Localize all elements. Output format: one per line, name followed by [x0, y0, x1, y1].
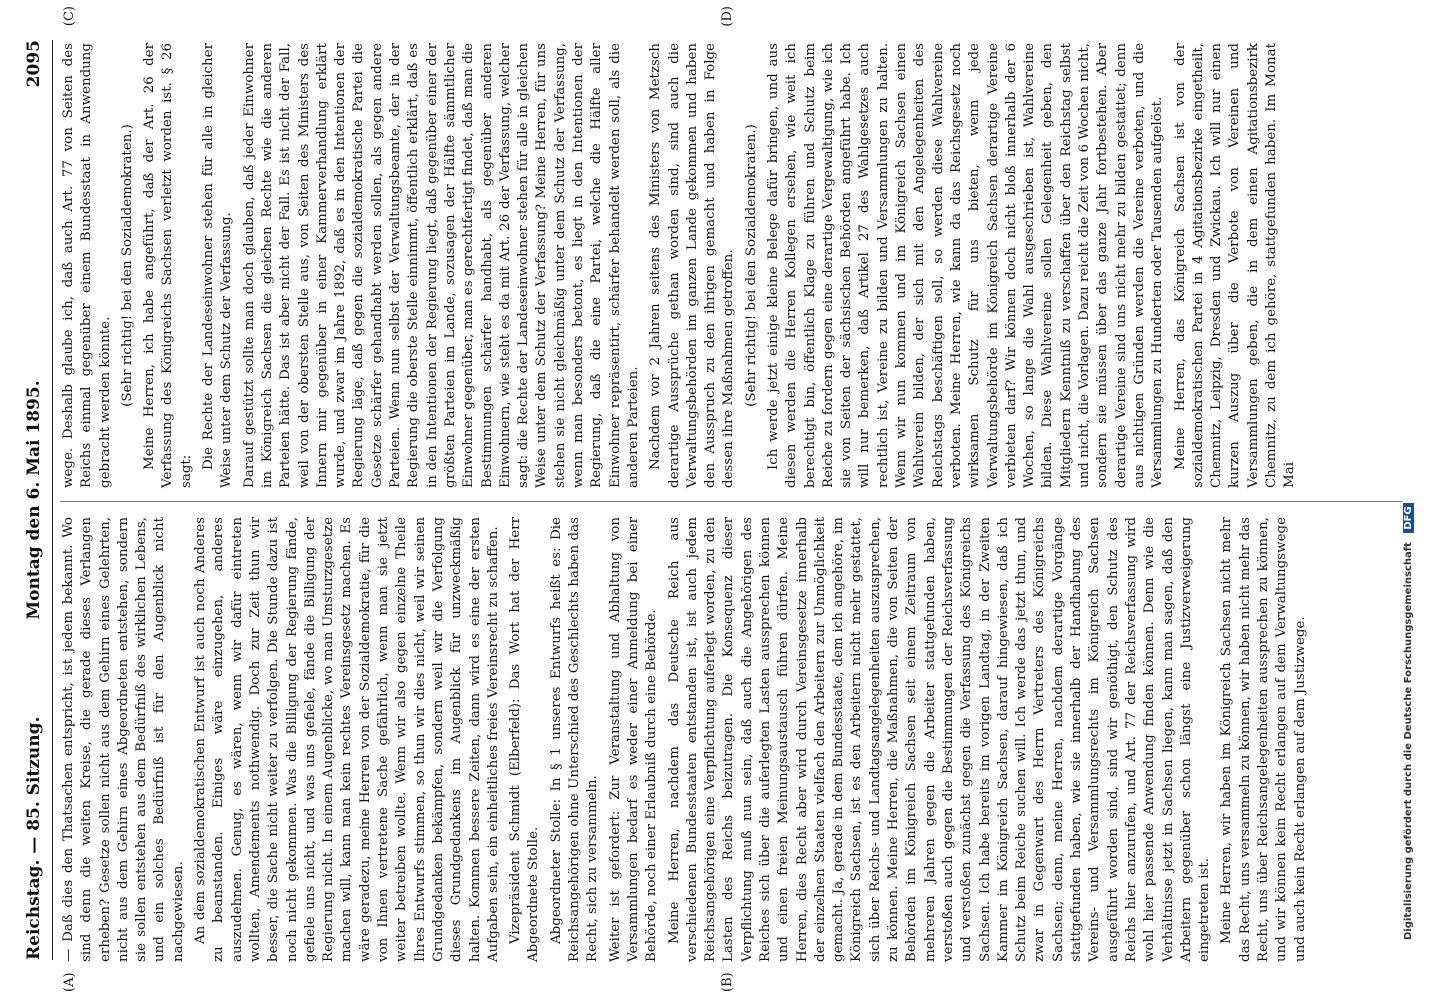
paragraph: Ich werde jetzt einige kleine Belege dafür bringen, und aus diesen werden die Herren Kollegen ersehen, wie weit ich berechtigt bin, öffentlich Klage zu führen und Schutz beim Reiche zu fordern gegen eine derartige Vergewaltigung, wie ich sie von Seiten der sächsischen Behörden angeführt habe. Ich will nur bemerken, daß Artikel 27 des Wahlgesetzes auch rechtlich ist, Vereine zu bilden und Versammlungen zu halten. Wenn wir nun kommen und im Königreich Sachsen einen Wahlverein bilden, der sich mit den Angelegenheiten des Reichstags beschäftigen soll, so werden diese Wahlvereine verboten. Meine Herren, wie kann da das Reichsgesetz noch wirksamen Schutz für uns bieten, wenn jede Verwaltungsbehörde im Königreich Sachsen derartige Vereine verbieten darf? Wir können doch nicht bloß innerhalb der 6 Wochen, so lange die Wahl ausgeschrieben ist, Wahlvereine bilden. Diese Wahlvereine sollen Gelegenheit geben, den Mitgliedern Kenntniß zu verschaffen über den Reichstag selbst und nicht, die Vorlagen. Dazu reicht die Zeit von 6 Wochen nicht, sondern sie müssen über das ganze Jahr fortbestehen. Aber derartige Vereine sind uns nicht mehr zu bilden gestattet; denn aus nichtigen Gründen werden die Vereine verboten, und die Versammlungen zu Hunderten oder Tausenden aufgelöst. [765, 43, 1166, 488]
footer-credit [1400, 60, 1414, 940]
paragraph: An dem sozialdemokratischen Entwurf ist auch noch Anderes zu beanstanden. Einiges wäre einzugehen, anderes auszudehnen. Genug, es wären, wenn wir dafür eintreten wollten, Amendements nothwendig. Doch zur Zeit thun wir besser, die Sache nicht weiter zu verfolgen. Die Stunde dazu ist noch nicht gekommen. Was die Billigung der Regierung fände, gefiele uns nicht, und was uns gefiele, fände die Billigung der Regierung nicht. In einem Augenblicke, wo man Umsturzgesetze machen will, kann man kein rechtes Vereinsgesetz machen. Es wäre geradezu, meine Herren von der Sozialdemokratie, für die von Ihnen vertretene Sache gefährlich, wenn man sie jetzt weiter betreiben wollte. Wenn wir also gegen einzelne Theile Ihres Entwurfs stimmen, so thun wir dies nicht, weil wir seinen Grundgedanken bekämpfen, sondern weil wir die Verfolgung dieses Grundgedankens im Augenblick für unzweckmäßig halten. Kommen bessere Zeiten, dann wird es eine der ersten Aufgaben sein, ein einheitliches freies Vereinsrecht zu schaffen. [193, 517, 501, 962]
margin-marker-c: (C) [62, 6, 77, 27]
paragraph: Abgeordneter Stolle: In § 1 unseres Entwurfs heißt es: Die Reichsangehörigen ohne Unterschied des Geschlechts haben das Recht, sich zu versammeln. [548, 517, 601, 962]
paragraph: Darauf gestützt sollte man doch glauben, daß jeder Einwohner im Königreich Sachsen die gleichen Rechte wie die anderen Parteien hätte. Das ist aber nicht der Fall. Es ist nicht der Fall, weil von der obersten Stelle aus, von Seiten des Ministers des Innern mir gegenüber in einer Kammerverhandlung erklärt wurde, und zwar im Jahre 1892, daß es in den Intentionen der Regierung läge, daß gegen die sozialdemokratische Partei die Gesetze schärfer gehandhabt werden sollen, als gegen andere Parteien. Wenn nun selbst der Verwaltungsbeamte, der in der Regierung die oberste Stelle einnimmt, öffentlich erklärt, daß es in den Intentionen der Regierung liegt, daß gegenüber einer der größten Parteien im Lande, sozusagen der Hälfte sämmtlicher Einwohner gegenüber, man es gerechtfertigt findet, daß man die Bestimmungen schärfer handhabt, als gegenüber anderen Einwohnern, wie steht es da mit Art. 26 der Verfassung, welcher sagt: die Rechte der Landeseinwohner stehen für alle in gleichen Weise unter dem Schutz der Verfassung? Meine Herren, für uns stehen sie nicht gleichmäßig unter dem Schutz der Verfassung, wenn man besonders betont, es liegt in den Intentionen der Regierung, daß die eine Partei, welche die Hälfte aller Einwohner repräsentirt, schärfer behandelt werden soll, als die anderen Parteien. [241, 43, 641, 488]
paragraph: — Daß dies den Thatsachen entspricht, ist jedem bekannt. Wo sind denn die weiten Kreise, die gerade dieses Verlangen erheben? Gesetze sollen nicht aus dem Gehirn eines Gelehrten, nicht aus dem Gehirn eines Abgeordneten entstehen, sondern sie sollen entstehen aus dem Bedürfniß des wirklichen Lebens, und ein solches Bedürfniß ist für den Augenblick nicht nachgewiesen. [61, 517, 186, 962]
left-column [60, 517, 1314, 962]
credit-text: Digitalisierung gefördert durch die Deutsche Forschungsgemeinschaft [1403, 542, 1414, 940]
header-center: Montag den 6. Mai 1895. [24, 380, 44, 620]
interjection: (Sehr richtig! bei den Sozialdemokraten.) [743, 124, 759, 407]
right-column [60, 43, 1304, 488]
margin-marker-b: (B) [720, 972, 735, 992]
page-number: 2095 [24, 40, 44, 88]
page-header [20, 30, 50, 970]
header-rule [52, 40, 53, 960]
paragraph: Meine Herren, wir haben im Königreich Sachsen nicht mehr das Recht, uns versammeln zu können, wir haben nicht mehr das Recht, uns über Reichsangelegenheiten aussprechen zu können, und wir können kein Recht erlangen auf dem Verwaltungswege und auch kein Recht erlangen auf dem Justizwege. [1219, 517, 1308, 962]
quotation: Die Rechte der Landeseinwohner stehen für alle in gleicher Weise unter dem Schutz der Verfassung. [201, 43, 235, 488]
paragraph: Meine Herren, das Königreich Sachsen ist von der sozialdemokratischen Partei in 4 Agitationsbezirke eingetheilt, Chemnitz, Leipzig, Dresden und Zwickau. Ich will nur einen kurzen Auszug über die Verbote von Vereinen und Versammlungen geben, die in dem einen Agitationsbezirk Chemnitz, zu dem ich gehöre, stattgefunden haben. Im Monat Mai [1172, 43, 1298, 488]
margin-marker-a: (A) [62, 972, 77, 992]
paragraph: Weiter ist gefordert: Zur Veranstaltung und Abhaltung von Versammlungen bedarf es weder einer Anmeldung bei einer Behörde, noch einer Erlaubniß durch eine Behörde. [607, 517, 660, 962]
dfg-logo: DFG [1403, 503, 1414, 532]
paragraph: Vizepräsident Schmidt (Elberfeld): Das Wort hat der Herr Abgeordnete Stolle. [508, 517, 542, 962]
header-left: Reichstag. — 85. Sitzung. [24, 716, 44, 960]
paragraph: wege. Deshalb glaube ich, daß auch Art. 77 von Seiten des Reichs einmal gegenüber einem Bundesstaat in Anwendung gebracht werden könnte. [61, 43, 113, 488]
column-separator [60, 501, 1402, 502]
paragraph: Meine Herren, nachdem das Deutsche Reich aus verschiedenen Bundesstaaten entstanden ist, ist auch jedem Reichsangehörigen eine Verpflichtung auferlegt worden, zu den Lasten des Reichs beizutragen. Die Konsequenz dieser Verpflichtung muß nun sein, daß auch die Angehörigen des Reiches sich über die auferlegten Lasten aussprechen können und einen freien Meinungsaustausch führen dürfen. Meine Herren, dies Recht aber wird durch Vereinsgesetze innerhalb der einzelnen Staaten vielfach den Arbeitern zur Unmöglichkeit gemacht. Ja, gerade in dem Bundesstaate, dem ich angehöre, im Königreich Sachsen, ist es den Arbeitern nicht mehr gestattet, sich über Reichs- und Landtagsangelegenheiten auszusprechen, zu können. Meine Herren, die Maßnahmen, die von Seiten der Behörden im Königreich Sachsen seit einem Zeitraum von mehreren Jahren gegen die Arbeiter stattgefunden haben, verstoßen auch gegen die Bestimmungen der Reichsverfassung und verstoßen zunächst gegen die Verfassung des Königreichs Sachsen. Ich habe bereits im vorigen Landtag, in der Zweiten Kammer im Königreich Sachsen, darauf hingewiesen, daß ich Schutz beim Reiche suchen will. Ich werde das jetzt thun, und zwar in Gegenwart des Herrn Vertreters des Königreichs Sachsen; denn, meine Herren, nachdem derartige Vorgänge stattgefunden haben, wie sie innerhalb der Handhabung des Vereins- und Versammlungsrechts im Königreich Sachsen ausgeführt worden sind, sind wir genöthigt, den Schutz des Reichs hier anzurufen, und Art. 77 der Reichsverfassung wird wohl hier passende Anwendung finden können. Denn wie die Verhältnisse jetzt in Sachsen liegen, kann man sagen, daß den Arbeitern gegenüber schon längst eine Justizverweigerung eingetreten ist. [666, 517, 1213, 962]
paragraph: Nachdem vor 2 Jahren seitens des Ministers von Metzsch derartige Aussprüche gethan worden sind, sind auch die Verwaltungsbehörden im ganzen Lande gekommen und haben den Ausspruch zu den ihrigen gemacht und haben in Folge dessen ihre Maßnahmen getroffen. [648, 43, 737, 488]
interjection: (Sehr richtig! bei den Sozialdemokraten.) [119, 124, 135, 407]
margin-marker-d: (D) [720, 6, 735, 27]
paragraph: Meine Herren, ich habe angeführt, daß der Art. 26 der Verfassung des Königreichs Sachsen verletzt worden ist. § 26 sagt: [142, 43, 194, 488]
